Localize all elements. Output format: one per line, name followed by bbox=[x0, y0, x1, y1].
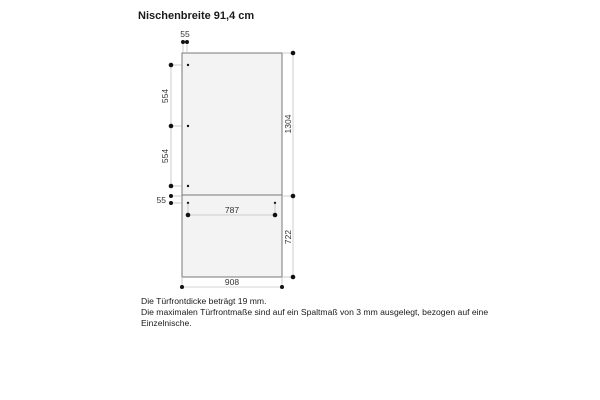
top-offset-dimension bbox=[180, 29, 190, 52]
svg-text:554: 554 bbox=[160, 88, 170, 104]
svg-text:55: 55 bbox=[180, 29, 190, 39]
note-door-thickness: Die Türfrontdicke beträgt 19 mm. bbox=[141, 296, 267, 306]
svg-text:787: 787 bbox=[224, 205, 240, 215]
lower-offset-dimension bbox=[157, 194, 182, 205]
svg-text:55: 55 bbox=[156, 195, 166, 205]
right-vertical-dimension bbox=[283, 51, 295, 280]
svg-text:722: 722 bbox=[283, 229, 293, 245]
left-vertical-dimension bbox=[160, 63, 182, 189]
upper-door-panel bbox=[182, 53, 282, 195]
total-width-dimension bbox=[180, 277, 284, 289]
diagram-title: Nischenbreite 91,4 cm bbox=[138, 10, 255, 22]
note-max-dimensions: Die maximalen Türfrontmaße sind auf ein Spaltmaß von 3 mm ausgelegt, bezogen auf eine Einzelnische. bbox=[141, 306, 489, 328]
notes bbox=[141, 296, 501, 328]
svg-text:908: 908 bbox=[224, 277, 240, 287]
svg-text:554: 554 bbox=[160, 148, 170, 164]
svg-text:1304: 1304 bbox=[283, 114, 293, 134]
